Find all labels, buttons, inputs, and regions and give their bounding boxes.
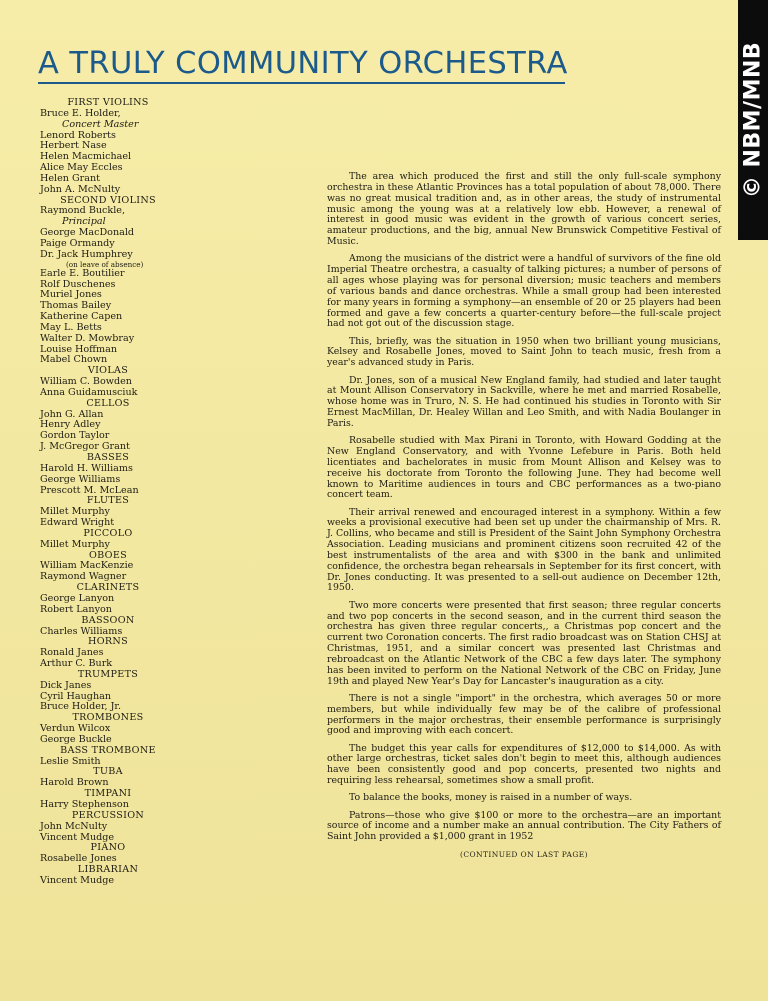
section-heading: PICCOLO [83,527,133,539]
roster-section-piccolo [40,529,176,551]
roster-section-clarinets [40,583,176,616]
roster-section-basses [40,453,176,496]
member-name: George Williams [40,473,121,485]
roster-section-piano [40,843,176,865]
member-name: Harold Brown [40,777,109,789]
article-paragraph: Dr. Jones, son of a musical New England family, had studied and later taught at Mount Allison Conservatory in Sackville, where he met and married Rosabelle, whose home was in Truro, N. S. He had continued his studies in Toronto with Sir Ernest MacMillan, Dr. Healey Willan and Leo Smith, and with Nadia Boulanger in Paris. [327,374,721,429]
section-heading: LIBRARIAN [77,864,139,876]
roster-section-cellos [40,399,176,453]
member-name: Arthur C. Burk [40,658,113,670]
member-name: Millet Murphy [40,506,110,518]
member-name: Ronald Janes [40,647,104,659]
article-paragraph: Among the musicians of the district were a handful of survivors of the fine old Imperial Theatre orchestra, a casualty of talking pictures; a number of persons of all ages whose playing was for personal diversion; music teachers and members of various bands and dance orchestras. While a small group had been interested for many years in forming a symphony—an ensemble of 20 or 25 players had been formed and gave a few concerts a quarter-century before—the full-scale project had not got out of the discussion stage. [327,253,721,330]
member-name: Mabel Chown [40,354,108,366]
member-name: Dr. Jack Humphrey [40,248,133,260]
member-name: Vincent Mudge [40,874,115,886]
section-heading: TIMPANI [84,788,132,800]
article-paragraph: Their arrival renewed and encouraged interest in a symphony. Within a few weeks a provisional executive had been set up under the chairmanship of Mrs. R. J. Collins, who became and still is President of the Saint John Symphony Orchestra Association. Leading musicians and prominent citizens soon recruited 42 of the best instrumentalists of the area and with $300 in the bank and unlimited confidence, the orchestra began rehearsals in September for its first concert, with Dr. Jones conducting. It was presented to a sell-out audience on December 12th, 1950. [327,506,721,594]
section-heading: PIANO [90,842,126,854]
member-name: Herbert Nase [40,140,107,152]
member-name: Thomas Bailey [40,300,112,312]
member-name: Muriel Jones [40,289,102,301]
article-paragraph: Two more concerts were presented that first season; three regular concerts and two pop concerts in the second season, and in the current third season the orchestra has given three regular concerts,, a Christmas pop concert and the current two Coronation concerts. The first radio broadcast was on Station CHSJ at Christmas, 1951, and a similar concert was presented last Christmas and rebroadcast on the Atlantic Network of the CBC a few days later. The symphony has been invited to perform on the National Network of the CBC on Friday, June 19th and played New Year's Day for Lancaster's inauguration as a city. [327,599,721,687]
article-paragraph: There is not a single "import" in the orchestra, which averages 50 or more members, but while individually few may be of the calibre of professional performers in the major orchestras, their ensemble performance is surprisingly good and improving with each concert. [327,692,721,737]
article-paragraph: The area which produced the first and still the only full-scale symphony orchestra in these Atlantic Provinces has a total population of about 78,000. There was no great musical tradition and, as in other areas, the study of instrumental music among the young was at a relatively low ebb. However, a renewal of interest in good music was evident in the growth of various concert series, amateur productions, and the big, annual New Brunswick Competitive Festival of Music. [327,171,721,248]
title-underline [38,82,565,84]
section-heading: HORNS [88,636,128,648]
article-paragraph: The budget this year calls for expenditures of $12,000 to $14,000. As with other large orchestras, ticket sales don't begin to meet this, although audiences have been consistently good and pop concerts, presented two nights and requiring less rehearsal, sometimes show a small profit. [327,742,721,787]
member-name: Leslie Smith [40,755,101,767]
member-name: Katherine Capen [40,311,123,323]
member-name: Louise Hoffman [40,343,117,355]
member-name: Verdun Wilcox [40,723,111,735]
section-heading: PERCUSSION [71,809,145,821]
continued-note: (CONTINUED ON LAST PAGE) [460,849,588,859]
member-name: George Buckle [40,733,112,745]
section-heading: TRUMPETS [77,668,139,680]
page-title: A TRULY COMMUNITY ORCHESTRA [38,46,568,81]
member-name: Harry Stephenson [40,799,129,810]
roster-section-first-violins [40,98,176,196]
roster-section-bass-trombone [40,746,176,768]
copyright-badge [738,0,768,240]
roster-section-second-violins [40,196,176,367]
copyright-badge-text: © NBM/MNB [740,41,766,199]
section-heading: CELLOS [86,397,130,409]
member-name: John A. McNulty [40,183,121,195]
member-name: Robert Lanyon [40,603,112,615]
member-name: George MacDonald [40,227,135,239]
roster-section-oboes [40,551,176,584]
member-name: George Lanyon [40,592,115,604]
roster-section-tuba [40,767,176,789]
member-name: Gordon Taylor [40,430,110,442]
member-name: William C. Bowden [40,376,132,388]
member-name: Rosabelle Jones [40,853,117,865]
member-name: Helen Macmichael [40,151,132,163]
member-name: Vincent Mudge [40,831,115,843]
section-heading: OBOES [88,549,128,561]
roster-section-timpani [40,789,176,811]
section-heading: FLUTES [86,495,130,507]
member-name: Charles Williams [40,625,123,637]
member-name: Alice May Eccles [40,162,123,174]
member-name: Millet Murphy [40,538,110,550]
roster-section-librarian [40,865,176,887]
article-body [327,172,721,867]
roster-section-trumpets [40,670,176,713]
member-name: Dick Janes [40,679,92,691]
member-name: Helen Grant [40,172,101,184]
article-paragraph: Rosabelle studied with Max Pirani in Toronto, with Howard Godding at the New England Conservatory, and with Yvonne Lefebure in Paris. Both held licentiates and bachelorates in music from Mount Allison and Kelsey was to receive his doctorate from Toronto the following June. They had become well known to Maritime audiences in tours and CBC performances as a two-piano concert team. [327,435,721,501]
member-name: John G. Allan [40,408,104,420]
roster-section-violas [40,366,176,399]
member-name: Anna Guidamusciuk [40,386,138,398]
member-name: Bruce Holder, Jr. [40,701,122,713]
member-name: Rolf Duschenes [40,278,116,290]
member-name: Earle E. Boutilier [40,267,125,279]
member-role: Concert Master [62,118,139,130]
article-paragraph: To balance the books, money is raised in a number of ways. [349,792,633,804]
article-paragraph: This, briefly, was the situation in 1950 when two brilliant young musicians, Kelsey and Rosabelle Jones, moved to Saint John to teach music, fresh from a year's advanced study in Paris. [327,335,721,369]
section-heading: VIOLAS [87,365,129,377]
section-heading: BASS TROMBONE [60,744,156,756]
roster-section-trombones [40,713,176,746]
section-heading: BASSES [86,452,130,463]
member-name: J. McGregor Grant [40,441,130,453]
roster-section-percussion [40,811,176,844]
section-heading: TROMBONES [72,712,144,724]
member-name: May L. Betts [40,321,102,333]
member-name: Paige Ormandy [40,237,115,249]
member-name: Lenord Roberts [40,129,116,141]
member-name: Harold H. Williams [40,462,133,474]
member-name: John McNulty [40,820,108,832]
member-name: Cyril Haughan [40,690,112,702]
member-name: Raymond Wagner [40,571,127,583]
member-name: Raymond Buckle, [40,205,126,217]
member-name: Edward Wright [40,517,115,529]
member-name: Henry Adley [40,419,101,431]
article-paragraph: Patrons—those who give $100 or more to the orchestra—are an important source of income and a number make an annual contribution. The City Fathers of Saint John provided a $1,000 grant in 1952 [327,809,721,843]
section-heading: FIRST VIOLINS [67,97,149,108]
member-name: Bruce E. Holder, [40,107,121,119]
orchestra-roster [40,98,176,887]
roster-section-flutes [40,496,176,529]
roster-section-horns [40,637,176,670]
section-heading: BASSOON [81,614,135,626]
section-heading: SECOND VIOLINS [60,194,156,206]
member-name: William MacKenzie [40,560,134,572]
section-heading: CLARINETS [76,582,140,594]
member-name: Walter D. Mowbray [40,332,135,344]
section-heading: TUBA [93,766,123,778]
member-note: (on leave of absence) [66,259,144,269]
roster-section-bassoon [40,616,176,638]
member-role: Principal [62,216,106,228]
member-name: Prescott M. McLean [40,484,139,496]
